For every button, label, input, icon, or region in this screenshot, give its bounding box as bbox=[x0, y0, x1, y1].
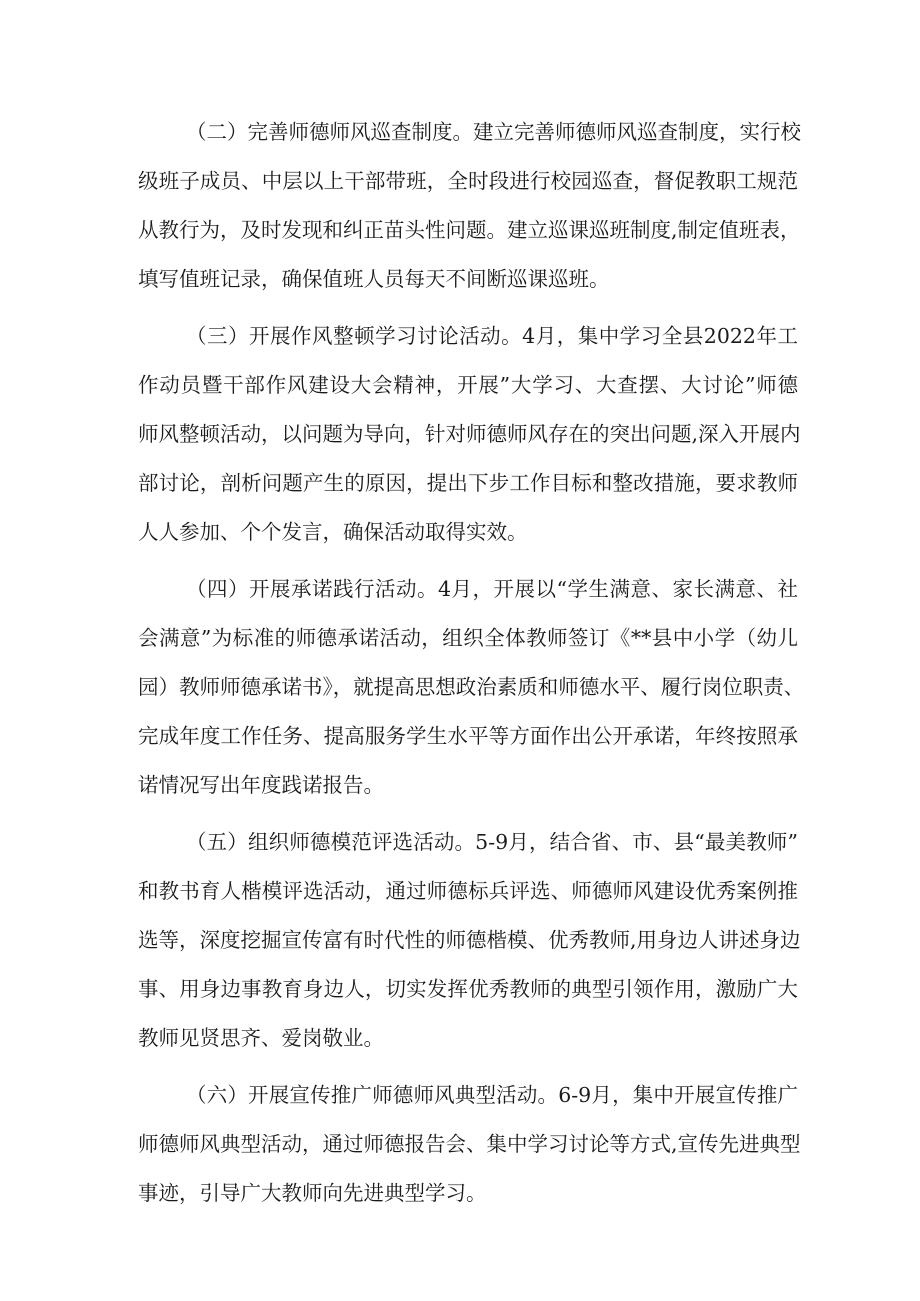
paragraph-section-4 bbox=[0, 565, 920, 810]
text-line: 选等，深度挖掘宣传富有时代性的师德楷模、优秀教师,用身边人讲述身边 bbox=[138, 928, 801, 952]
text-line: 会满意”为标准的师德承诺活动，组织全体教师签订《**县中小学（幼儿 bbox=[138, 626, 798, 650]
paragraph-section-3 bbox=[0, 312, 920, 557]
text-line: 从教行为，及时发现和纠正苗头性问题。建立巡课巡班制度,制定值班表， bbox=[138, 218, 801, 242]
text-line: 师风整顿活动，以问题为导向，针对师德师风存在的突出问题,深入开展内 bbox=[138, 422, 801, 446]
text-line: （五）组织师德模范评选活动。5-9月，结合省、市、县“最美教师” bbox=[186, 830, 798, 854]
text-line: 事迹，引导广大教师向先进典型学习。 bbox=[138, 1181, 487, 1205]
text-line: 事、用身边事教育身边人，切实发挥优秀教师的典型引领作用，激励广大 bbox=[138, 977, 798, 1001]
text-line: （四）开展承诺践行活动。4月，开展以“学生满意、家长满意、社 bbox=[186, 577, 798, 601]
text-line: （六）开展宣传推广师德师风典型活动。6-9月，集中开展宣传推广 bbox=[186, 1083, 798, 1107]
text-line: 诺情况写出年度践诺报告。 bbox=[138, 773, 384, 797]
paragraph-section-2 bbox=[0, 108, 920, 304]
text-line: 级班子成员、中层以上干部带班，全时段进行校园巡查，督促教职工规范 bbox=[138, 169, 798, 193]
paragraph-section-5 bbox=[0, 818, 920, 1063]
text-line: （二）完善师德师风巡查制度。建立完善师德师风巡查制度，实行校 bbox=[186, 120, 801, 144]
text-line: 园）教师师德承诺书》，就提高思想政治素质和师德水平、履行岗位职责、 bbox=[138, 675, 805, 699]
text-line: 部讨论，剖析问题产生的原因，提出下步工作目标和整改措施，要求教师 bbox=[138, 471, 798, 495]
text-line: （三）开展作风整顿学习讨论活动。4月，集中学习全县2022年工 bbox=[186, 324, 798, 348]
text-line: 完成年度工作任务、提高服务学生水平等方面作出公开承诺，年终按照承 bbox=[138, 724, 798, 748]
text-line: 填写值班记录，确保值班人员每天不间断巡课巡班。 bbox=[138, 267, 610, 291]
text-line: 师德师风典型活动，通过师德报告会、集中学习讨论等方式,宣传先进典型 bbox=[138, 1132, 801, 1156]
text-line: 教师见贤思齐、爱岗敬业。 bbox=[138, 1026, 384, 1050]
text-line: 和教书育人楷模评选活动，通过师德标兵评选、师德师风建设优秀案例推 bbox=[138, 879, 798, 903]
text-line: 作动员暨干部作风建设大会精神，开展”大学习、大查摆、大讨论”师德 bbox=[138, 373, 798, 397]
text-line: 人人参加、个个发言，确保活动取得实效。 bbox=[138, 520, 528, 544]
paragraph-section-6 bbox=[0, 1071, 920, 1218]
